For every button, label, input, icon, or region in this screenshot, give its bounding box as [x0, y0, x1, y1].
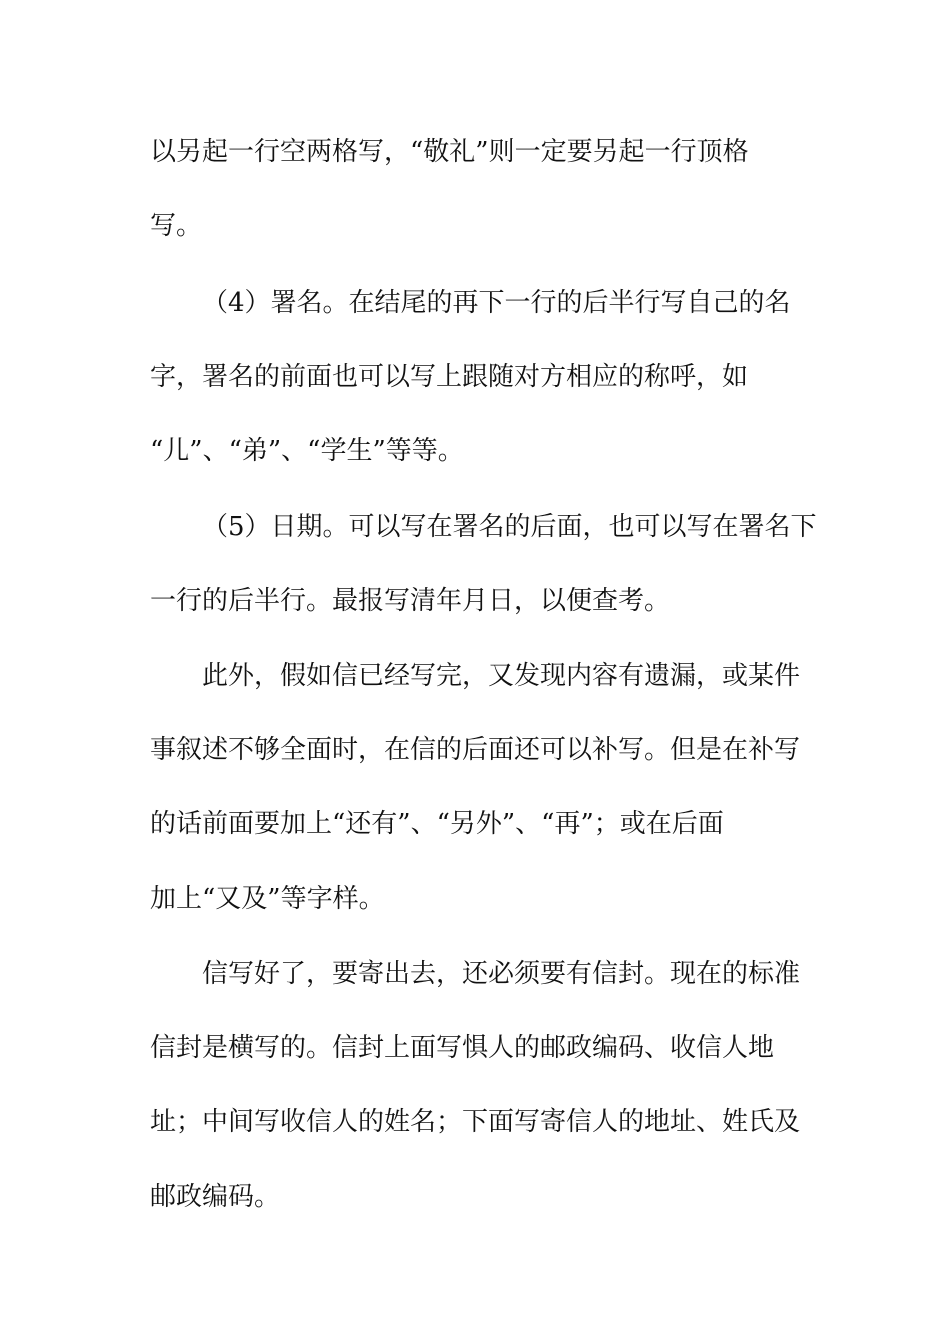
- text-line: 加上“又及”等字样。: [150, 884, 385, 914]
- text-line: 以另起一行空两格写，“敬礼”则一定要另起一行顶格: [150, 137, 749, 167]
- text-line: 事叙述不够全面时，在信的后面还可以补写。但是在补写: [150, 735, 801, 765]
- text-line: 字，署名的前面也可以写上跟随对方相应的称呼，如: [150, 362, 749, 392]
- text-line: “儿”、“弟”、“学生”等等。: [150, 436, 464, 466]
- text-line: 的话前面要加上“还有”、“另外”、“再”；或在后面: [150, 809, 724, 839]
- text-line: 此外，假如信已经写完，又发现内容有遗漏，或某件: [202, 661, 801, 691]
- text-line: 信封是横写的。信封上面写惧人的邮政编码、收信人地: [150, 1033, 775, 1063]
- text-line: 写。: [150, 211, 203, 241]
- text-line: 信写好了，要寄出去，还必须要有信封。现在的标准: [202, 959, 801, 989]
- text-line: 址；中间写收信人的姓名；下面写寄信人的地址、姓氏及: [150, 1107, 801, 1137]
- text-line: 邮政编码。: [150, 1182, 281, 1212]
- text-line: （4）署名。在结尾的再下一行的后半行写自己的名: [202, 288, 791, 318]
- text-line: （5）日期。可以写在署名的后面，也可以写在署名下: [202, 512, 817, 542]
- text-line: 一行的后半行。最报写清年月日，以便查考。: [150, 586, 671, 616]
